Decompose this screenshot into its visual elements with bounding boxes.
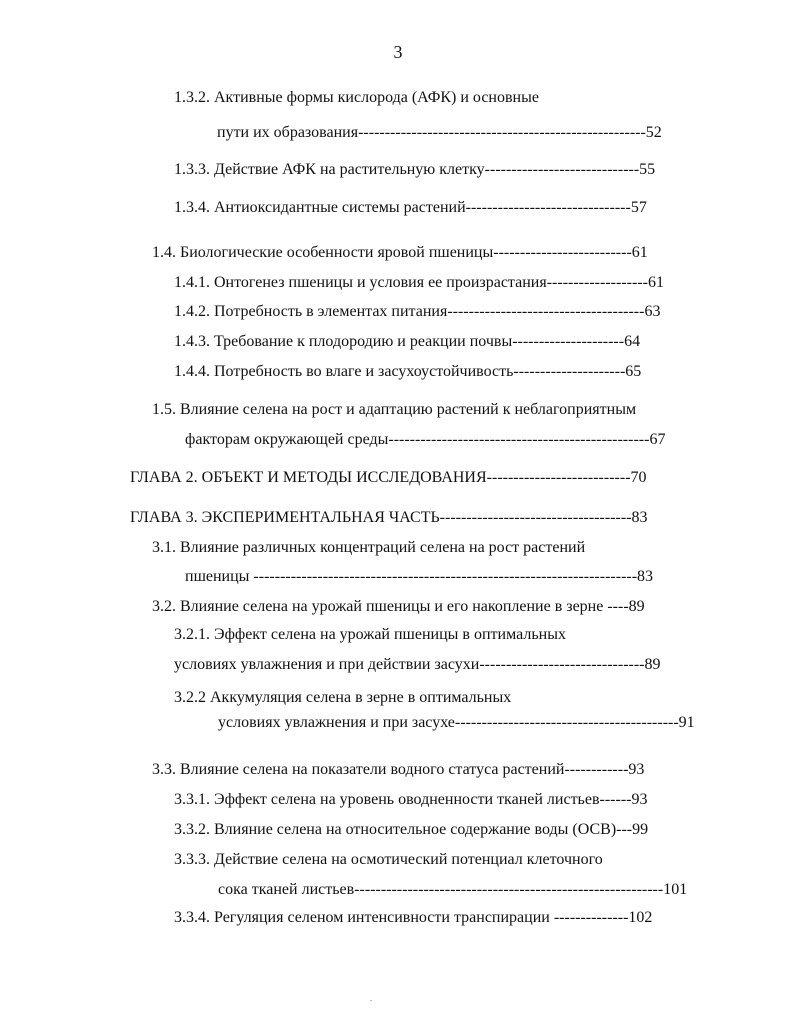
- toc-line: ГЛАВА 3. ЭКСПЕРИМЕНТАЛЬНАЯ ЧАСТЬ------------------------------------83: [130, 509, 648, 526]
- toc-line: 1.4. Биологические особенности яровой пшеницы--------------------------61: [152, 244, 648, 261]
- toc-line: ГЛАВА 2. ОБЪЕКТ И МЕТОДЫ ИССЛЕДОВАНИЯ---------------------------70: [130, 469, 647, 486]
- toc-line: 3.2.2 Аккумуляция селена в зерне в оптимальных: [174, 689, 512, 706]
- toc-line: 3.3.2. Влияние селена на относительное содержание воды (ОСВ)---99: [174, 821, 649, 838]
- toc-line: 1.4.3. Требование к плодородию и реакции почвы---------------------64: [174, 333, 641, 350]
- toc-line: сока тканей листьев----------------------------------------------------------101: [218, 881, 688, 898]
- toc-line: 3.2. Влияние селена на урожай пшеницы и его накопление в зерне ----89: [152, 598, 645, 615]
- toc-line: факторам окружающей среды-------------------------------------------------67: [185, 431, 666, 448]
- toc-line: 3.3.3. Действие селена на осмотический потенциал клеточного: [174, 851, 603, 868]
- toc-line: условиях увлажнения и при засухе------------------------------------------91: [218, 714, 695, 731]
- toc-line: 3.3.4. Регуляция селеном интенсивности транспирации --------------102: [174, 909, 653, 926]
- toc-line: 3.1. Влияние различных концентраций селена на рост растений: [152, 539, 586, 556]
- toc-line: 1.3.4. Антиоксидантные системы растений-------------------------------57: [174, 199, 647, 216]
- toc-line: 3.3. Влияние селена на показатели водного статуса растений------------93: [152, 761, 645, 778]
- toc-line: 1.4.2. Потребность в элементах питания-------------------------------------63: [174, 303, 661, 320]
- toc-line: условиях увлажнения и при действии засухи-------------------------------89: [174, 656, 661, 673]
- scan-speck: [370, 1000, 372, 1001]
- toc-line: 3.3.1. Эффект селена на уровень оводненности тканей листьев------93: [174, 791, 648, 808]
- toc-line: пшеницы ------------------------------------------------------------------------83: [185, 568, 654, 585]
- toc-line: пути их образования------------------------------------------------------52: [217, 124, 662, 141]
- toc-line: 1.4.1. Онтогенез пшеницы и условия ее произрастания-------------------61: [174, 274, 664, 291]
- toc-line: 1.5. Влияние селена на рост и адаптацию растений к неблагоприятным: [152, 401, 637, 418]
- toc-line: 1.3.3. Действие АФК на растительную клетку-----------------------------55: [174, 161, 656, 178]
- toc-line: 1.4.4. Потребность во влаге и засухоустойчивость---------------------65: [174, 363, 642, 380]
- page-number: 3: [393, 42, 403, 62]
- toc-line: 3.2.1. Эффект селена на урожай пшеницы в оптимальных: [174, 626, 566, 643]
- toc-line: 1.3.2. Активные формы кислорода (АФК) и основные: [174, 89, 539, 106]
